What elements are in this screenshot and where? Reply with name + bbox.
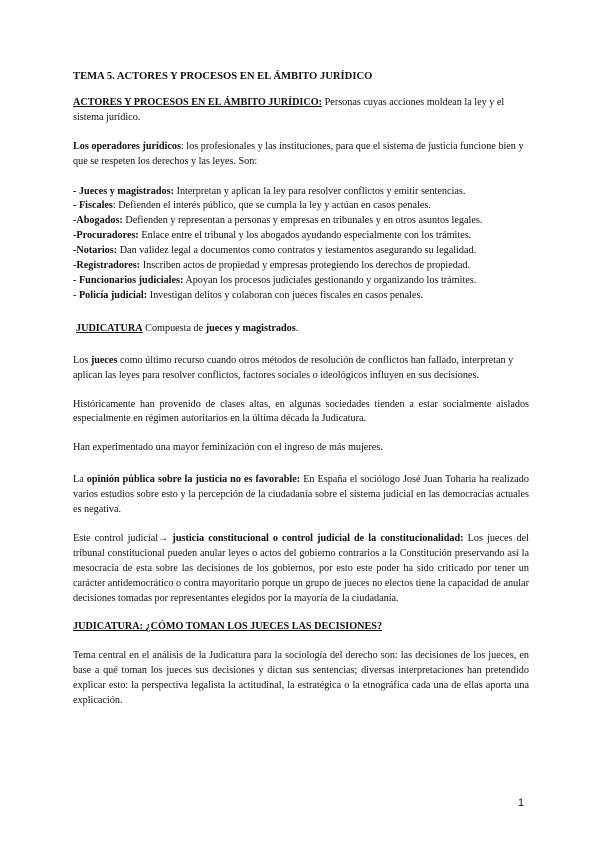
list-item: - Jueces y magistrados: Interpretan y aplican la ley para resolver conflictos y emitir sentencias.	[73, 185, 466, 197]
section-actores	[73, 96, 529, 126]
list-item: - Fiscales: Defienden el interés público, que se cumpla la ley y actúan en casos penales.	[73, 200, 431, 212]
list-item: - Policía judicial: Investigan delitos y colaboran con jueces fiscales en casos penales.	[73, 289, 423, 301]
list-item: -Registradores: Inscriben actos de propiedad y empresas protegiendo los derechos de propiedad.	[73, 260, 471, 272]
list-item: -Notarios: Dan validez legal a documentos como contratos y testamentos asegurando su legalidad.	[73, 245, 477, 257]
actors-list	[73, 185, 529, 304]
operadores-text: : los profesionales y las instituciones, para que el sistema de justicia funcione bien y que se respeten los derechos y las leyes. Son:	[73, 140, 524, 167]
actores-definition: Personas cuyas acciones moldean la ley y el sistema jurídico.	[73, 96, 505, 123]
paragraph-tema-central: Tema central en el análisis de la Judicatura para la sociología del derecho son: las decisiones de los jueces, en base a qué toman los jueces sus decisiones y dictan sus sentencias; diversas interpretaciones han pretendido explicar esto: la perspectiva legalista la actitudinal, la estratégica o la etnográfica cada una de ellas aporta una explicación.	[73, 650, 529, 707]
page-content	[73, 70, 529, 709]
list-item: -Abogados: Defienden y representan a personas y empresas en tribunales y en otros asuntos legales.	[73, 215, 483, 227]
paragraph-control-judicial: Este control judicial→ justicia constitucional o control judicial de la constitucionalidad: Los jueces del tribunal constitucional pueden anular leyes o actos del gobierno contrarios a la Constitución preservando así la mesocracia de esta sobre las decisiones de los gobiernos, por esto este poder ha sido criticado por tener un carácter antidemocrático o contra mayoritario porque un grupo de jueces no electos tiene la capacidad de anular decisiones tomadas por representantes elegidos por la mayoría de la ciudadanía.	[73, 532, 529, 604]
section-operadores	[73, 140, 529, 170]
section-decisiones	[73, 620, 529, 635]
section-judicatura: JUDICATURA Compuesta de jueces y magistrados.	[76, 322, 299, 334]
paragraph-feminizacion: Han experimentado una mayor feminización con el ingreso de más mujeres.	[73, 442, 383, 454]
heading-decisiones: JUDICATURA: ¿CÓMO TOMAN LOS JUECES LAS DECISIONES?	[73, 621, 383, 633]
paragraph-jueces: Los jueces como último recurso cuando otros métodos de resolución de conflictos han fallado, interpretan y aplican las leyes para resolver conflictos, factores sociales o ideológicos influyen en sus decisiones.	[73, 354, 514, 381]
heading-actores: ACTORES Y PROCESOS EN EL ÁMBITO JURÍDICO:	[73, 96, 323, 108]
heading-judicatura: JUDICATURA	[76, 322, 143, 334]
paragraph-opinion: La opinión pública sobre la justicia no es favorable: En España el sociólogo José Juan Toharia ha realizado varios estudios sobre esto y la percepción de la ciudadanía sobre el sistema judicial en las democracias actuales es negativa.	[73, 474, 529, 516]
page-number: 1	[518, 797, 525, 809]
document-title: TEMA 5. ACTORES Y PROCESOS EN EL ÁMBITO JURÍDICO	[73, 71, 373, 82]
paragraph-historico: Históricamente han provenido de clases altas, en algunas sociedades tienden a estar socialmente aislados especialmente en régimen autoritarios en la última década la Judicatura.	[73, 398, 529, 425]
operadores-term: Los operadores jurídicos	[73, 140, 181, 152]
list-item: -Procuradores: Enlace entre el tribunal y los abogados ayudando especialmente con los trámites.	[73, 230, 472, 242]
list-item: - Funcionarios judiciales: Apoyan los procesos judiciales gestionando y organizando los trámites.	[73, 274, 477, 286]
